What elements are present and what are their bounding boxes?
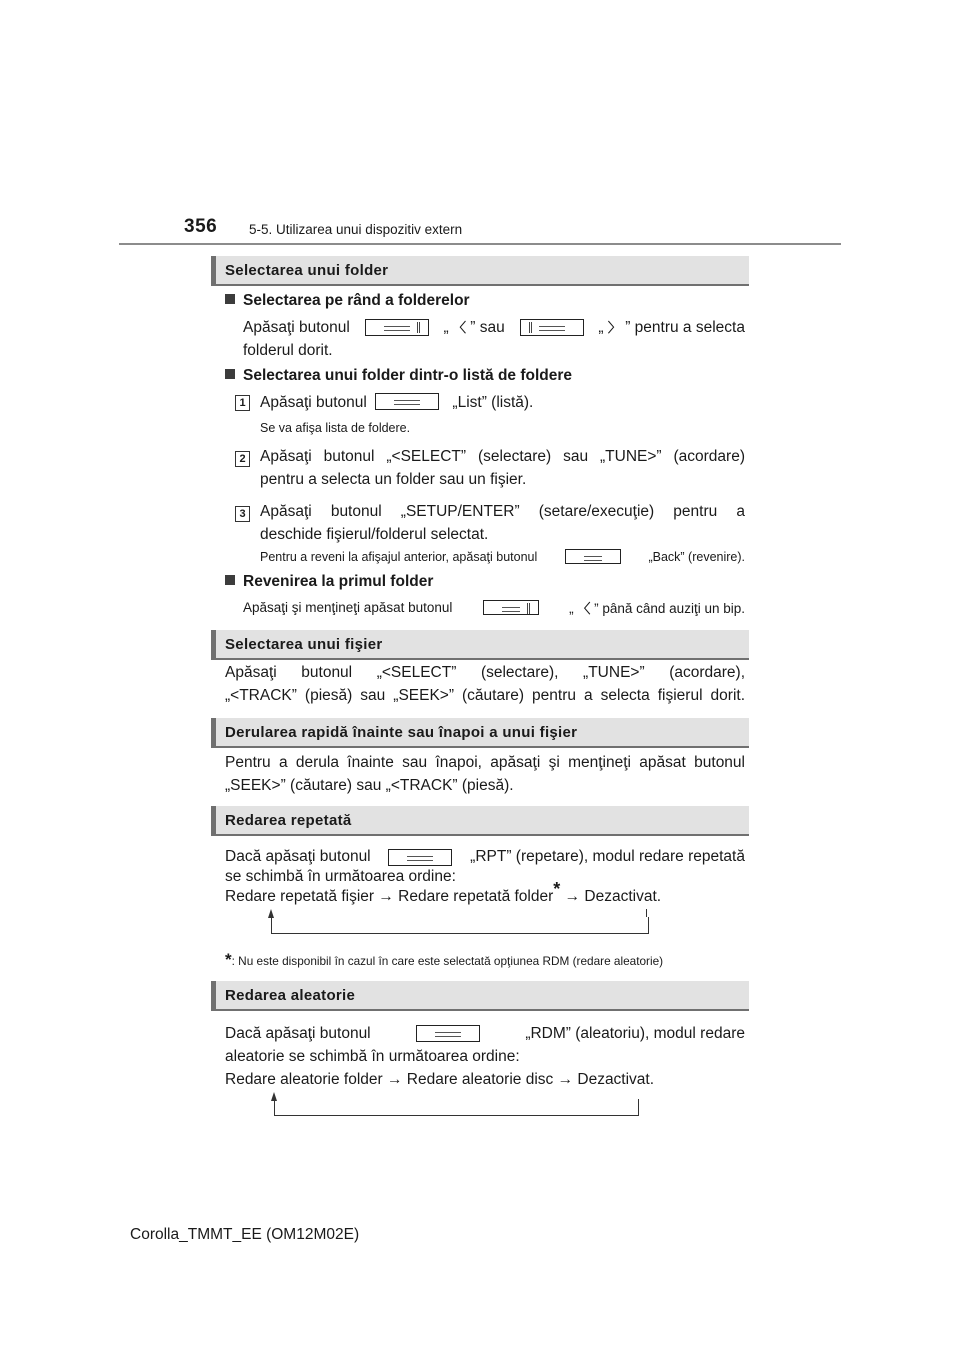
chapter-title: 5-5. Utilizarea unui dispozitiv extern [249, 222, 463, 237]
arrow-up-icon [268, 909, 274, 918]
repeat-text: Dacă apăsaţi butonul „RPT” (repetare), modul redare repetată se schimbă în următoarea ordine: Redare repetată fişier → Redare repetată folder* → Dezactivat. [225, 848, 745, 905]
section-heading-fast-forward [211, 718, 749, 748]
fast-forward-text: Pentru a derula înainte sau înapoi, apăsaţi şi menţineţi apăsat butonul „SEEK>” (căutare) sau „<TRACK” (piesă). [225, 754, 745, 794]
chevron-left-icon: 〈 [452, 320, 466, 335]
list-button-icon [375, 393, 439, 410]
return-note: Apăsaţi şi menţineţi apăsat butonul „ 〈 ” până când auziţi un bip. [243, 600, 745, 616]
step-1-text: Apăsaţi butonul „List” (listă). [260, 394, 534, 411]
page-number: 356 [184, 216, 218, 237]
chevron-right-icon: 〉 [607, 320, 621, 335]
back-note: Pentru a reveni la afişajul anterior, apăsaţi butonul „Back” (revenire). [260, 549, 745, 564]
repeat-cycle-line [271, 917, 649, 934]
footnote: *: Nu este disponibil în cazul în care este selectată opţiunea RDM (redare aleatorie) [225, 950, 664, 969]
folder-down-button-icon [365, 319, 429, 336]
arrow-up-icon [271, 1092, 277, 1101]
subheading-return-first-folder: Revenirea la primul folder [225, 573, 433, 591]
footer-model-code: Corolla_TMMT_EE (OM12M02E) [130, 1226, 360, 1243]
step-3-text: Apăsaţi butonul „SETUP/ENTER” (setare/execuţie) pentru a deschide fişierul/folderul selectat. [260, 503, 745, 543]
step-2-text: Apăsaţi butonul „<SELECT” (selectare) sau „TUNE>” (acordare) pentru a selecta un folder sau un fişier. [260, 448, 745, 488]
header-divider [119, 243, 841, 245]
section-heading-select-folder [211, 256, 749, 286]
folder-down-button-icon [483, 600, 539, 615]
subheading-folder-list: Selectarea unui folder dintr-o listă de foldere [225, 367, 572, 385]
step-number-3: 3 [235, 506, 250, 522]
step-number-2: 2 [235, 451, 250, 467]
section-heading-random [211, 981, 749, 1011]
repeat-cycle-line [646, 909, 647, 917]
section-title: Selectarea unui fişier [225, 636, 383, 653]
folder-up-button-icon [520, 319, 584, 336]
square-bullet-icon [225, 575, 235, 585]
section-title: Redarea repetată [225, 812, 352, 829]
chevron-left-icon: 〈 [577, 601, 591, 616]
rpt-button-icon [388, 849, 452, 866]
back-button-icon [565, 549, 621, 564]
section-title: Selectarea unui folder [225, 262, 389, 279]
section-title: Redarea aleatorie [225, 987, 356, 1004]
section-title: Derularea rapidă înainte sau înapoi a unui fişier [225, 724, 578, 741]
square-bullet-icon [225, 294, 235, 304]
step-number-1: 1 [235, 395, 250, 411]
section-heading-select-file [211, 630, 749, 660]
step-1-note: Se va afişa lista de foldere. [260, 421, 411, 435]
subheading-sequential-folders: Selectarea pe rând a folderelor [225, 292, 470, 310]
select-file-text: Apăsaţi butonul „<SELECT” (selectare), „TUNE>” (acordare), „<TRACK” (piesă) sau „SEEK>” (căutare) pentru a selecta fişierul dorit. [225, 664, 745, 704]
square-bullet-icon [225, 369, 235, 379]
random-text: Dacă apăsaţi butonul „RDM” (aleatoriu), modul redare aleatorie se schimbă în următoarea ordine: Redare aleatorie folder → Redare aleatorie disc → Dezactivat. [225, 1025, 745, 1088]
rdm-button-icon [416, 1025, 480, 1042]
paragraph-sequential: Apăsaţi butonul „ 〈 ” sau „ 〉 ” pentru a selecta folderul dorit. [243, 316, 745, 362]
section-heading-repeat [211, 806, 749, 836]
random-cycle-line [274, 1099, 639, 1116]
